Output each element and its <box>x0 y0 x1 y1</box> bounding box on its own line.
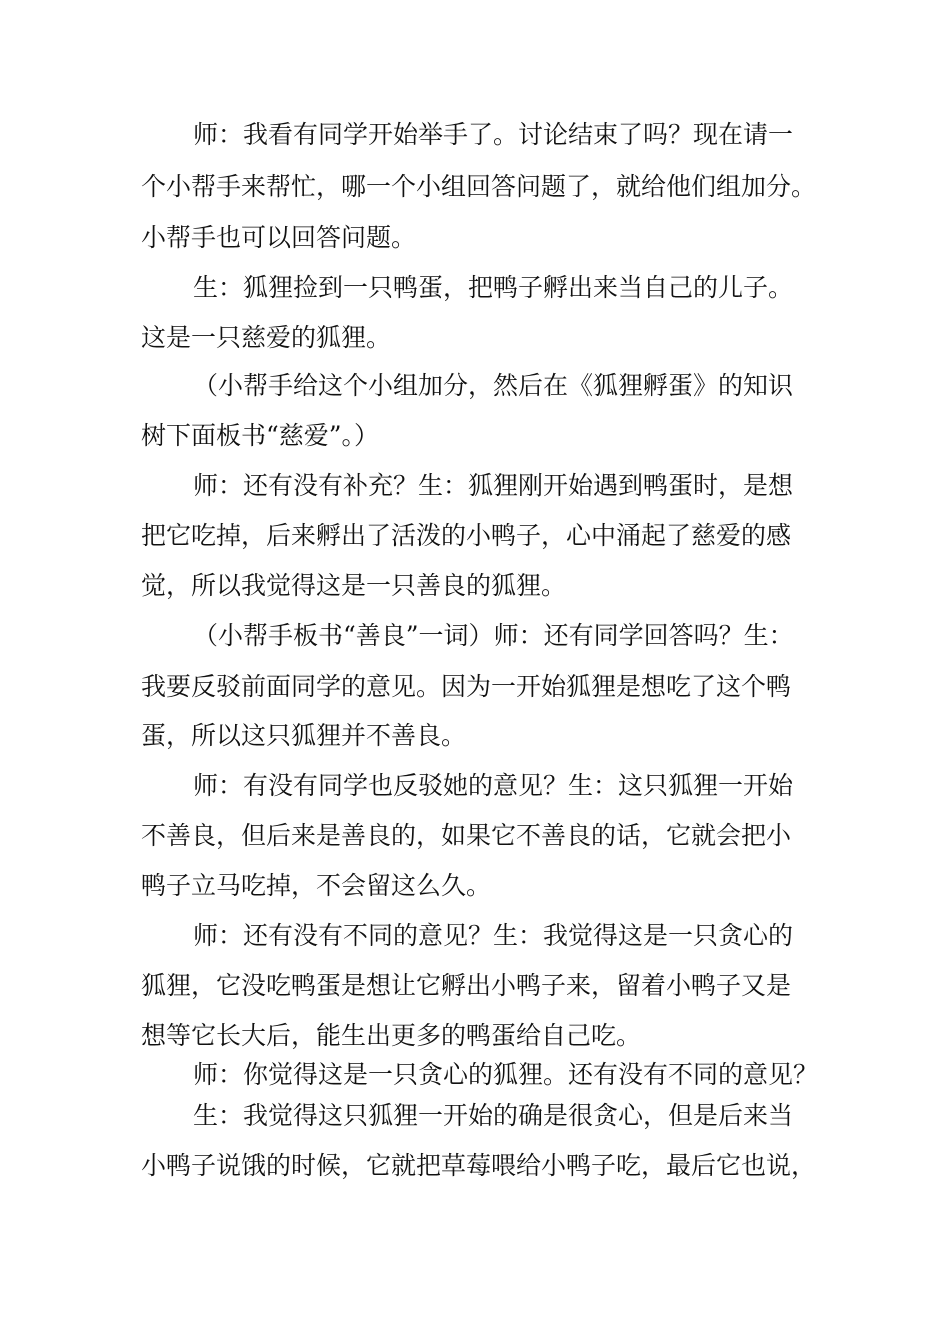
text-line: 小鸭子说饿的时候，它就把草莓喂给小鸭子吃，最后它也说， <box>141 1151 817 1180</box>
text-line: 小帮手也可以回答问题。 <box>141 223 417 252</box>
text-line: 师：还有没有不同的意见？生：我觉得这是一只贪心的 <box>193 921 794 950</box>
text-line: （小帮手板书“善良”一词）师：还有同学回答吗？生： <box>193 621 794 650</box>
text-line: 鸭子立马吃掉，不会留这么久。 <box>141 871 492 900</box>
text-line: 我要反驳前面同学的意见。因为一开始狐狸是想吃了这个鸭 <box>141 672 792 701</box>
text-line: 蛋，所以这只狐狸并不善良。 <box>141 721 467 750</box>
text-line: 生：狐狸捡到一只鸭蛋，把鸭子孵出来当自己的儿子。 <box>193 273 794 302</box>
text-line: 师：我看有同学开始举手了。讨论结束了吗？现在请一 <box>193 120 794 149</box>
text-line: 树下面板书“慈爱”。） <box>141 421 380 450</box>
text-line: 师：有没有同学也反驳她的意见？生：这只狐狸一开始 <box>193 771 794 800</box>
text-line: 这是一只慈爱的狐狸。 <box>141 323 392 352</box>
text-line: 师：还有没有补充？生：狐狸刚开始遇到鸭蛋时，是想 <box>193 471 794 500</box>
text-line: 狐狸，它没吃鸭蛋是想让它孵出小鸭子来，留着小鸭子又是 <box>141 971 792 1000</box>
text-line: 生：我觉得这只狐狸一开始的确是很贪心，但是后来当 <box>193 1101 794 1130</box>
text-line: 师：你觉得这是一只贪心的狐狸。还有没有不同的意见？ <box>193 1060 819 1089</box>
text-line: 想等它长大后，能生出更多的鸭蛋给自己吃。 <box>141 1021 642 1050</box>
text-line: （小帮手给这个小组加分，然后在《狐狸孵蛋》的知识 <box>193 371 794 400</box>
text-line: 个小帮手来帮忙，哪一个小组回答问题了，就给他们组加分。 <box>141 172 817 201</box>
text-line: 把它吃掉，后来孵出了活泼的小鸭子，心中涌起了慈爱的感 <box>141 521 792 550</box>
text-line: 觉，所以我觉得这是一只善良的狐狸。 <box>141 571 567 600</box>
text-line: 不善良，但后来是善良的，如果它不善良的话，它就会把小 <box>141 821 792 850</box>
